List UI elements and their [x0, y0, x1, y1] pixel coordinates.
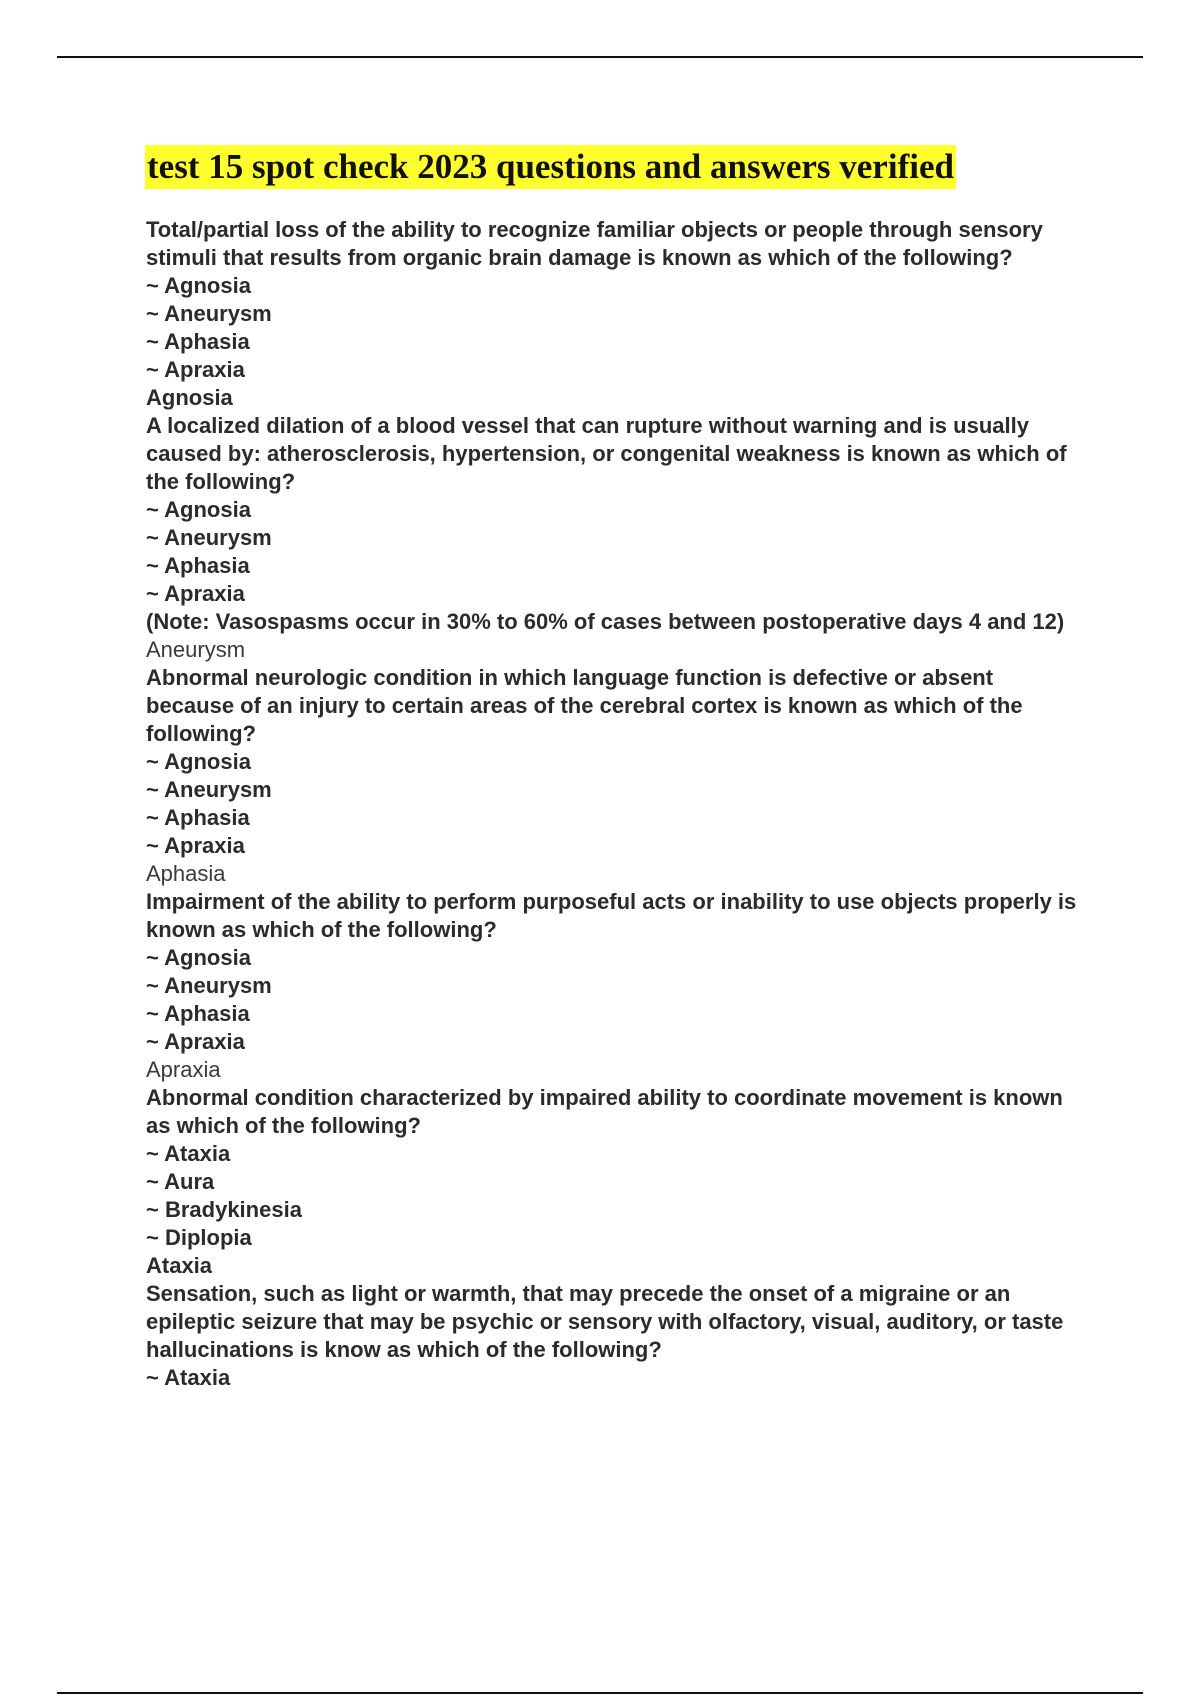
question-text: Abnormal condition characterized by impaired ability to coordinate movement is known as which of the following?: [146, 1085, 1063, 1138]
option-item: ~ Diplopia: [146, 1225, 252, 1250]
option-item: ~ Agnosia: [146, 497, 251, 522]
qa-content: [146, 216, 1081, 1392]
option-item: ~ Apraxia: [146, 581, 245, 606]
question-block-1: [146, 216, 1081, 412]
question-text: Abnormal neurologic condition in which language function is defective or absent because of an injury to certain areas of the cerebral cortex is known as which of the following?: [146, 665, 1023, 746]
title-block: [145, 145, 1145, 189]
option-item: ~ Agnosia: [146, 273, 251, 298]
question-text: A localized dilation of a blood vessel that can rupture without warning and is usually caused by: atherosclerosis, hypertension, or congenital weakness is known as which of the following?: [146, 413, 1067, 494]
option-item: ~ Aphasia: [146, 805, 250, 830]
question-block-6: [146, 1280, 1081, 1392]
question-block-5: [146, 1084, 1081, 1280]
option-item: ~ Ataxia: [146, 1365, 231, 1390]
option-item: ~ Apraxia: [146, 1029, 245, 1054]
question-note: (Note: Vasospasms occur in 30% to 60% of cases between postoperative days 4 and 12): [146, 609, 1065, 634]
option-item: ~ Apraxia: [146, 357, 245, 382]
option-item: ~ Aneurysm: [146, 777, 272, 802]
question-text: Impairment of the ability to perform purposeful acts or inability to use objects properly is known as which of the following?: [146, 889, 1077, 942]
option-item: ~ Ataxia: [146, 1141, 231, 1166]
option-item: ~ Agnosia: [146, 945, 251, 970]
option-item: ~ Aneurysm: [146, 973, 272, 998]
option-item: ~ Aphasia: [146, 329, 250, 354]
option-item: ~ Aura: [146, 1169, 215, 1194]
answer-text: Ataxia: [146, 1253, 213, 1278]
option-item: ~ Aphasia: [146, 553, 250, 578]
option-item: ~ Apraxia: [146, 833, 245, 858]
answer-text: Agnosia: [146, 385, 233, 410]
question-block-2: [146, 412, 1081, 664]
answer-text: Aneurysm: [146, 637, 246, 662]
document-title: test 15 spot check 2023 questions and answers verified: [145, 145, 956, 189]
answer-text: Apraxia: [146, 1057, 221, 1082]
option-item: ~ Aneurysm: [146, 301, 272, 326]
question-block-4: [146, 888, 1081, 1084]
option-item: ~ Bradykinesia: [146, 1197, 302, 1222]
top-rule: [57, 56, 1143, 58]
option-item: ~ Aneurysm: [146, 525, 272, 550]
answer-text: Aphasia: [146, 861, 226, 886]
question-block-3: [146, 664, 1081, 888]
option-item: ~ Agnosia: [146, 749, 251, 774]
bottom-rule: [57, 1692, 1143, 1694]
question-text: Sensation, such as light or warmth, that may precede the onset of a migraine or an epileptic seizure that may be psychic or sensory with olfactory, visual, auditory, or taste hallucinations is know as which of the following?: [146, 1281, 1064, 1362]
question-text: Total/partial loss of the ability to recognize familiar objects or people through sensory stimuli that results from organic brain damage is known as which of the following?: [146, 217, 1043, 270]
option-item: ~ Aphasia: [146, 1001, 250, 1026]
